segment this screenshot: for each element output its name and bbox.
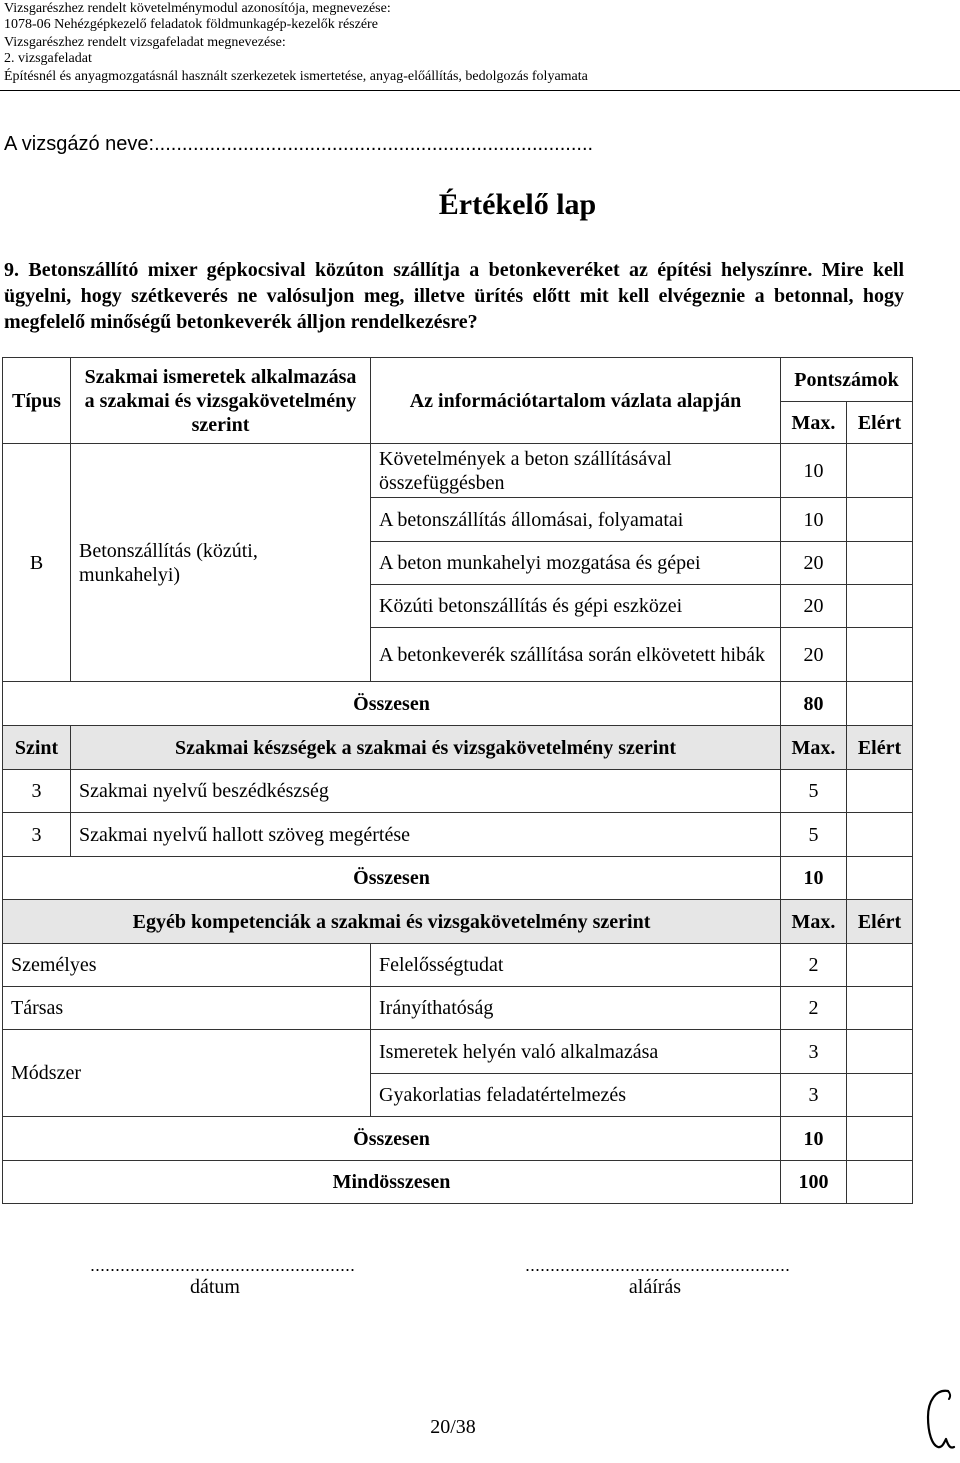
evaluation-table	[2, 357, 913, 1204]
col-header-max: Max.	[781, 900, 847, 944]
row-text: A betonkeverék szállítása során elkövetett hibák	[371, 628, 781, 682]
group-name: Társas	[3, 987, 371, 1030]
row-max: 3	[781, 1030, 847, 1074]
section-header	[3, 726, 913, 770]
row-max: 20	[781, 628, 847, 682]
total-elert[interactable]	[847, 857, 913, 900]
szakmai-value: Betonszállítás (közúti, munkahelyi)	[71, 444, 371, 682]
total-label: Összesen	[3, 857, 781, 900]
section-header	[3, 900, 913, 944]
col-header-egyeb-kompetenciak: Egyéb kompetenciák a szakmai és vizsgakövetelmény szerint	[3, 900, 781, 944]
header-module-name: 1078-06 Nehézgépkezelő feladatok földmunkagép-kezelők részére	[4, 17, 378, 32]
total-label: Összesen	[3, 682, 781, 726]
row-text: Felelősségtudat	[371, 944, 781, 987]
row-text: A betonszállítás állomásai, folyamatai	[371, 498, 781, 542]
row-text: Gyakorlatias feladatértelmezés	[371, 1074, 781, 1117]
total-max: 80	[781, 682, 847, 726]
row-text: Ismeretek helyén való alkalmazása	[371, 1030, 781, 1074]
col-header-informacio: Az információtartalom vázlata alapján	[371, 358, 781, 444]
col-header-max: Max.	[781, 402, 847, 444]
row-text: Szakmai nyelvű beszédkészség	[71, 770, 781, 813]
row-elert[interactable]	[847, 1074, 913, 1117]
total-elert[interactable]	[847, 1117, 913, 1161]
row-max: 5	[781, 813, 847, 857]
total-max: 10	[781, 857, 847, 900]
row-max: 20	[781, 585, 847, 628]
row-max: 5	[781, 770, 847, 813]
grand-total-label: Mindösszesen	[3, 1161, 781, 1204]
row-max: 10	[781, 498, 847, 542]
group-name: Személyes	[3, 944, 371, 987]
total-elert[interactable]	[847, 682, 913, 726]
header-task-label: Vizsgarészhez rendelt vizsgafeladat megnevezése:	[4, 35, 286, 50]
table-row	[3, 813, 913, 857]
col-header-szint: Szint	[3, 726, 71, 770]
table-row	[3, 1030, 913, 1074]
total-max: 10	[781, 1117, 847, 1161]
row-text: Irányíthatóság	[371, 987, 781, 1030]
page-title: Értékelő lap	[438, 188, 597, 221]
total-row	[3, 1117, 913, 1161]
col-header-elert: Elért	[847, 726, 913, 770]
col-header-tipus: Típus	[3, 358, 71, 444]
date-line: .....................................................	[90, 1255, 356, 1275]
grand-total-max: 100	[781, 1161, 847, 1204]
group-name: Módszer	[3, 1030, 371, 1117]
row-max: 2	[781, 944, 847, 987]
col-header-elert: Elért	[847, 900, 913, 944]
question-text: 9. Betonszállító mixer gépkocsival közúton szállítja a betonkeveréket az építési helyszínre. Mire kell ügyelni, hogy szétkeverés ne valósuljon meg, illetve ürítés előtt mit kell elvégeznie a betonnal, hogy megfelelő minőségű betonkeverék álljon rendelkezésre?	[4, 259, 904, 333]
candidate-name-field: A vizsgázó neve:...............................................................................	[4, 133, 594, 155]
col-header-szakmai-keszsegek: Szakmai készségek a szakmai és vizsgakövetelmény szerint	[71, 726, 781, 770]
row-text: A beton munkahelyi mozgatása és gépei	[371, 542, 781, 585]
row-elert[interactable]	[847, 628, 913, 682]
row-level: 3	[3, 770, 71, 813]
col-header-szakmai-ismeretek: Szakmai ismeretek alkalmazása a szakmai és vizsgakövetelmény szerint	[71, 358, 371, 444]
row-text: Szakmai nyelvű hallott szöveg megértése	[71, 813, 781, 857]
header-task-number: 2. vizsgafeladat	[4, 51, 92, 66]
total-row	[3, 682, 913, 726]
table-row	[3, 444, 913, 498]
row-elert[interactable]	[847, 498, 913, 542]
date-label: dátum	[190, 1276, 240, 1298]
row-elert[interactable]	[847, 1030, 913, 1074]
row-text: Követelmények a beton szállításával összefüggésben	[371, 444, 781, 498]
row-level: 3	[3, 813, 71, 857]
table-row	[3, 944, 913, 987]
grand-total-elert[interactable]	[847, 1161, 913, 1204]
row-elert[interactable]	[847, 444, 913, 498]
header-divider	[0, 90, 960, 91]
signature-label: aláírás	[628, 1276, 682, 1298]
row-max: 2	[781, 987, 847, 1030]
header-task-name: Építésnél és anyagmozgatásnál használt szerkezetek ismertetése, anyag-előállítás, bedolgozás folyamata	[4, 69, 588, 84]
page-number: 20/38	[430, 1416, 476, 1438]
row-elert[interactable]	[847, 813, 913, 857]
table-row	[3, 770, 913, 813]
row-elert[interactable]	[847, 944, 913, 987]
col-header-max: Max.	[781, 726, 847, 770]
row-elert[interactable]	[847, 585, 913, 628]
col-header-pontszamok: Pontszámok	[781, 358, 913, 402]
signature-line: .....................................................	[525, 1255, 791, 1275]
row-elert[interactable]	[847, 987, 913, 1030]
grand-total-row	[3, 1161, 913, 1204]
tipus-value: B	[3, 444, 71, 682]
row-elert[interactable]	[847, 542, 913, 585]
col-header-elert: Elért	[847, 402, 913, 444]
header-module-label: Vizsgarészhez rendelt követelménymodul azonosítója, megnevezése:	[4, 1, 391, 16]
row-text: Közúti betonszállítás és gépi eszközei	[371, 585, 781, 628]
table-row	[3, 987, 913, 1030]
row-max: 10	[781, 444, 847, 498]
row-max: 3	[781, 1074, 847, 1117]
total-row	[3, 857, 913, 900]
row-elert[interactable]	[847, 770, 913, 813]
row-max: 20	[781, 542, 847, 585]
handwritten-mark-icon	[918, 1385, 958, 1455]
total-label: Összesen	[3, 1117, 781, 1161]
